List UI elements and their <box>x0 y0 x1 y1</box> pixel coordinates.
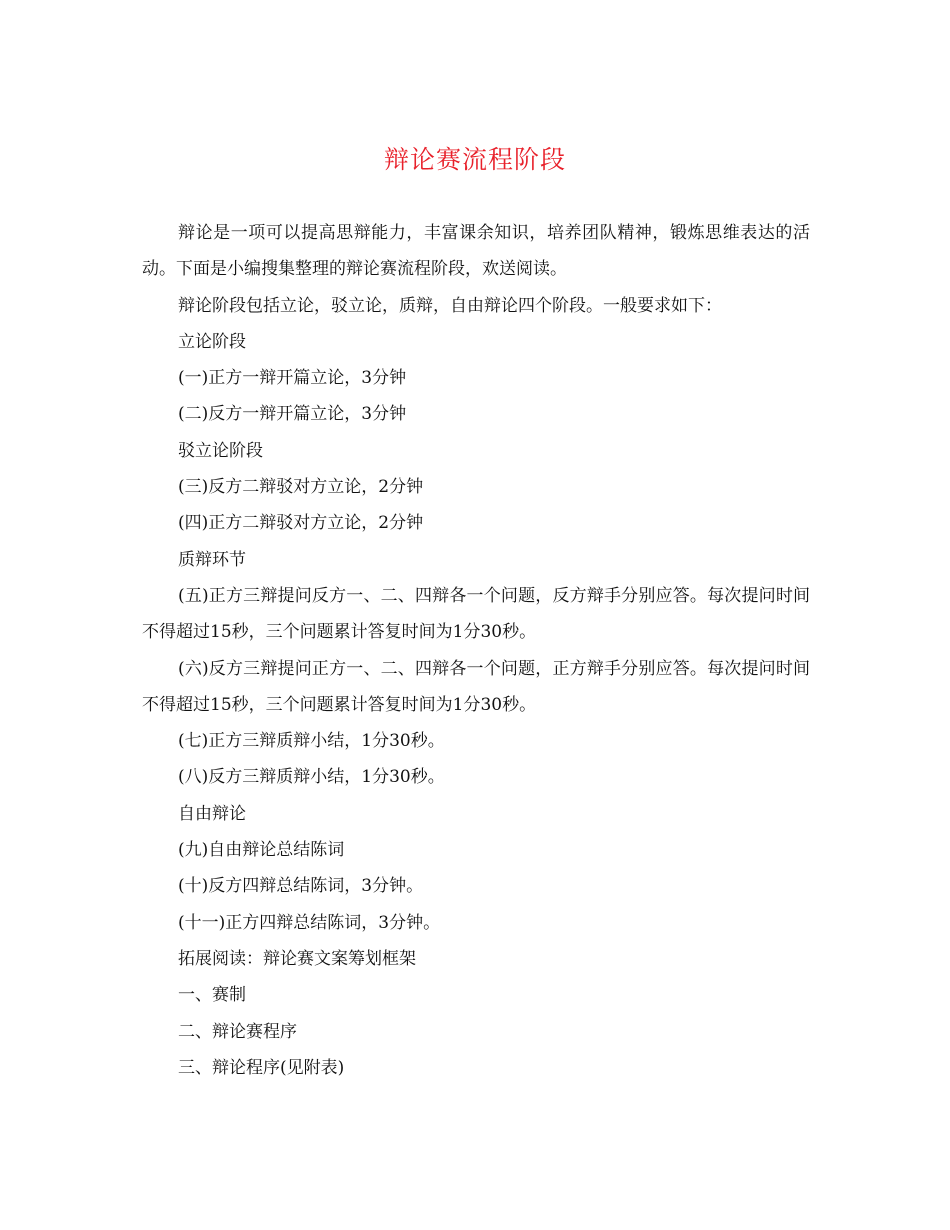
list-item: 三、辩论程序(见附表) <box>178 1057 345 1078</box>
list-item: 二、辩论赛程序 <box>178 1021 297 1042</box>
section-heading-rebuttal: 驳立论阶段 <box>178 440 263 461</box>
section-heading-opening: 立论阶段 <box>178 331 246 352</box>
list-item: (四)正方二辩驳对方立论，2分钟 <box>178 513 424 534</box>
list-item: (二)反方一辩开篇立论，3分钟 <box>178 404 407 425</box>
document-title: 辩论赛流程阶段 <box>383 145 566 174</box>
list-item: (一)正方一辩开篇立论，3分钟 <box>178 368 407 389</box>
list-item: (八)反方三辩质辩小结，1分30秒。 <box>178 767 445 788</box>
list-item: (五)正方三辩提问反方一、二、四辩各一个问题，反方辩手分别应答。每次提问时间不得超过15秒，三个问题累计答复时间为1分30秒。 <box>142 585 810 643</box>
paragraph-overview: 辩论阶段包括立论，驳立论，质辩，自由辩论四个阶段。一般要求如下： <box>178 295 722 316</box>
document-body <box>142 215 810 1086</box>
section-heading-free-debate: 自由辩论 <box>178 803 246 824</box>
section-heading-extended-reading: 拓展阅读：辩论赛文案筹划框架 <box>178 948 416 969</box>
list-item: (十一)正方四辩总结陈词，3分钟。 <box>178 912 441 933</box>
list-item: (三)反方二辩驳对方立论，2分钟 <box>178 477 424 498</box>
list-item: (六)反方三辩提问正方一、二、四辩各一个问题，正方辩手分别应答。每次提问时间不得超过15秒，三个问题累计答复时间为1分30秒。 <box>142 658 810 715</box>
list-item: (十)反方四辩总结陈词，3分钟。 <box>178 876 424 897</box>
section-heading-cross-exam: 质辩环节 <box>178 549 246 570</box>
paragraph-intro: 辩论是一项可以提高思辩能力，丰富课余知识，培养团队精神，锻炼思维表达的活动。下面是小编搜集整理的辩论赛流程阶段，欢送阅读。 <box>142 223 810 280</box>
list-item: 一、赛制 <box>178 985 246 1006</box>
list-item: (七)正方三辩质辩小结，1分30秒。 <box>178 731 445 752</box>
list-item: (九)自由辩论总结陈词 <box>178 840 345 861</box>
